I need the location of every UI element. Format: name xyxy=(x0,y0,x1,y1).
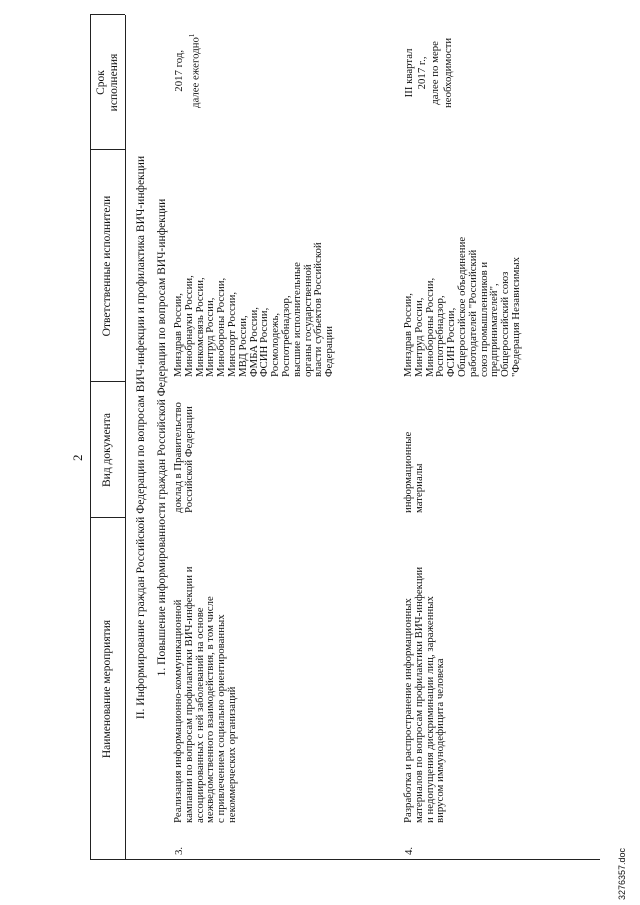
document-footer: 3276357.doc xyxy=(617,847,627,900)
responsible-executors xyxy=(403,237,522,377)
activity-name-line: материалов по вопросам профилактики ВИЧ-инфекции xyxy=(412,566,425,823)
document-type xyxy=(173,402,195,513)
activity-name-line: с привлечением социально ориентированных xyxy=(215,614,228,823)
header-bottom-border xyxy=(125,15,126,860)
section-title: II. Информирование граждан Российской Федерации по вопросам ВИЧ-инфекции и профилактика ВИЧ-инфекции xyxy=(135,155,147,720)
executor-line: Минспорт России, xyxy=(225,291,238,377)
deadline-line: необходимости xyxy=(442,37,454,108)
executor-line: предпринимателей", xyxy=(488,283,501,377)
document-type xyxy=(403,432,425,513)
header-name: Наименование мероприятия xyxy=(101,619,113,759)
executor-line: органы государственной xyxy=(301,264,314,377)
executor-line: Минобороны России, xyxy=(215,277,228,377)
executor-line: Общероссийский союз xyxy=(499,271,512,377)
header-deadline-line: Срок xyxy=(94,70,107,95)
document-type-line: доклад в Правительство xyxy=(172,402,184,513)
executor-line: Федерации xyxy=(323,326,336,377)
executor-line: Общероссийское объединение xyxy=(455,236,468,377)
executor-line: ФМБА России, xyxy=(247,307,260,377)
executor-line: Роспотребнадзор, xyxy=(279,295,292,377)
executor-line: МВД России, xyxy=(236,315,249,377)
deadline-line: 2017 г., xyxy=(416,56,428,90)
deadline-line: 2017 год, xyxy=(173,49,185,92)
document-type-line: материалы xyxy=(412,463,425,513)
executor-line: "Федерация Независимых xyxy=(509,257,522,377)
activity-name-line: и недопущения дискриминации лиц, зараженных xyxy=(423,596,436,823)
executor-line: Минобрнауки России, xyxy=(182,275,195,377)
executor-line: Минздрав России, xyxy=(402,293,414,377)
footnote-mark: 1 xyxy=(188,33,196,38)
document-type-line: информационные xyxy=(402,431,414,513)
executor-line: работодателей "Российский xyxy=(466,249,479,377)
row-number: 4. xyxy=(403,846,415,855)
executor-line: ФСИН России, xyxy=(445,307,458,377)
executor-line: Минтруд России, xyxy=(204,297,217,377)
plan-table xyxy=(90,15,600,860)
header-doc-type: Вид документа xyxy=(101,413,113,487)
header-executors: Ответственные исполнители xyxy=(101,195,113,337)
activity-name-line: Реализация информационно-коммуникационной xyxy=(172,599,184,823)
executor-line: высшие исполнительные xyxy=(290,262,303,377)
deadline xyxy=(173,34,203,108)
row-number: 3. xyxy=(173,846,185,855)
executor-line: союз промышленников и xyxy=(477,261,490,377)
activity-name-line: ассоциированных с ней заболеваний на основе xyxy=(193,607,206,823)
activity-name xyxy=(173,566,238,823)
responsible-executors xyxy=(173,242,335,377)
document-type-line: Российской Федерации xyxy=(182,406,195,513)
executor-line: Росмолодежь, xyxy=(269,312,282,377)
deadline xyxy=(403,38,455,108)
executor-line: Роспотребнадзор, xyxy=(434,295,447,377)
activity-name-line: некоммерческих организаций xyxy=(225,686,238,823)
executor-line: Минкомсвязь России, xyxy=(193,277,206,377)
activity-name xyxy=(403,567,446,823)
executor-line: Минздрав России, xyxy=(172,293,184,377)
executor-line: власти субъектов Российской xyxy=(312,242,325,377)
header-deadline xyxy=(90,15,125,150)
deadline-line: III квартал xyxy=(403,48,415,98)
deadline-line: далее по мере xyxy=(429,41,441,105)
executor-line: ФСИН России, xyxy=(258,307,271,377)
activity-name-line: кампании по вопросам профилактики ВИЧ-инфекции и xyxy=(182,566,195,823)
activity-name-line: Разработка и распространение информационных xyxy=(402,598,414,823)
executor-line: Минтруд России, xyxy=(412,297,425,377)
activity-name-line: межведомственного взаимодействия, в том числе xyxy=(204,596,217,823)
deadline-text: далее ежегодно xyxy=(189,37,202,108)
header-deadline-line: исполнения xyxy=(107,53,120,112)
executor-line: Минобороны России, xyxy=(423,277,436,377)
page-number: 2 xyxy=(70,454,85,461)
subsection-title: 1. Повышение информированности граждан Российской Федерации по вопросам ВИЧ-инфекции xyxy=(156,198,168,677)
deadline-line xyxy=(186,34,203,108)
activity-name-line: вирусом иммунодефицита человека xyxy=(434,658,447,823)
